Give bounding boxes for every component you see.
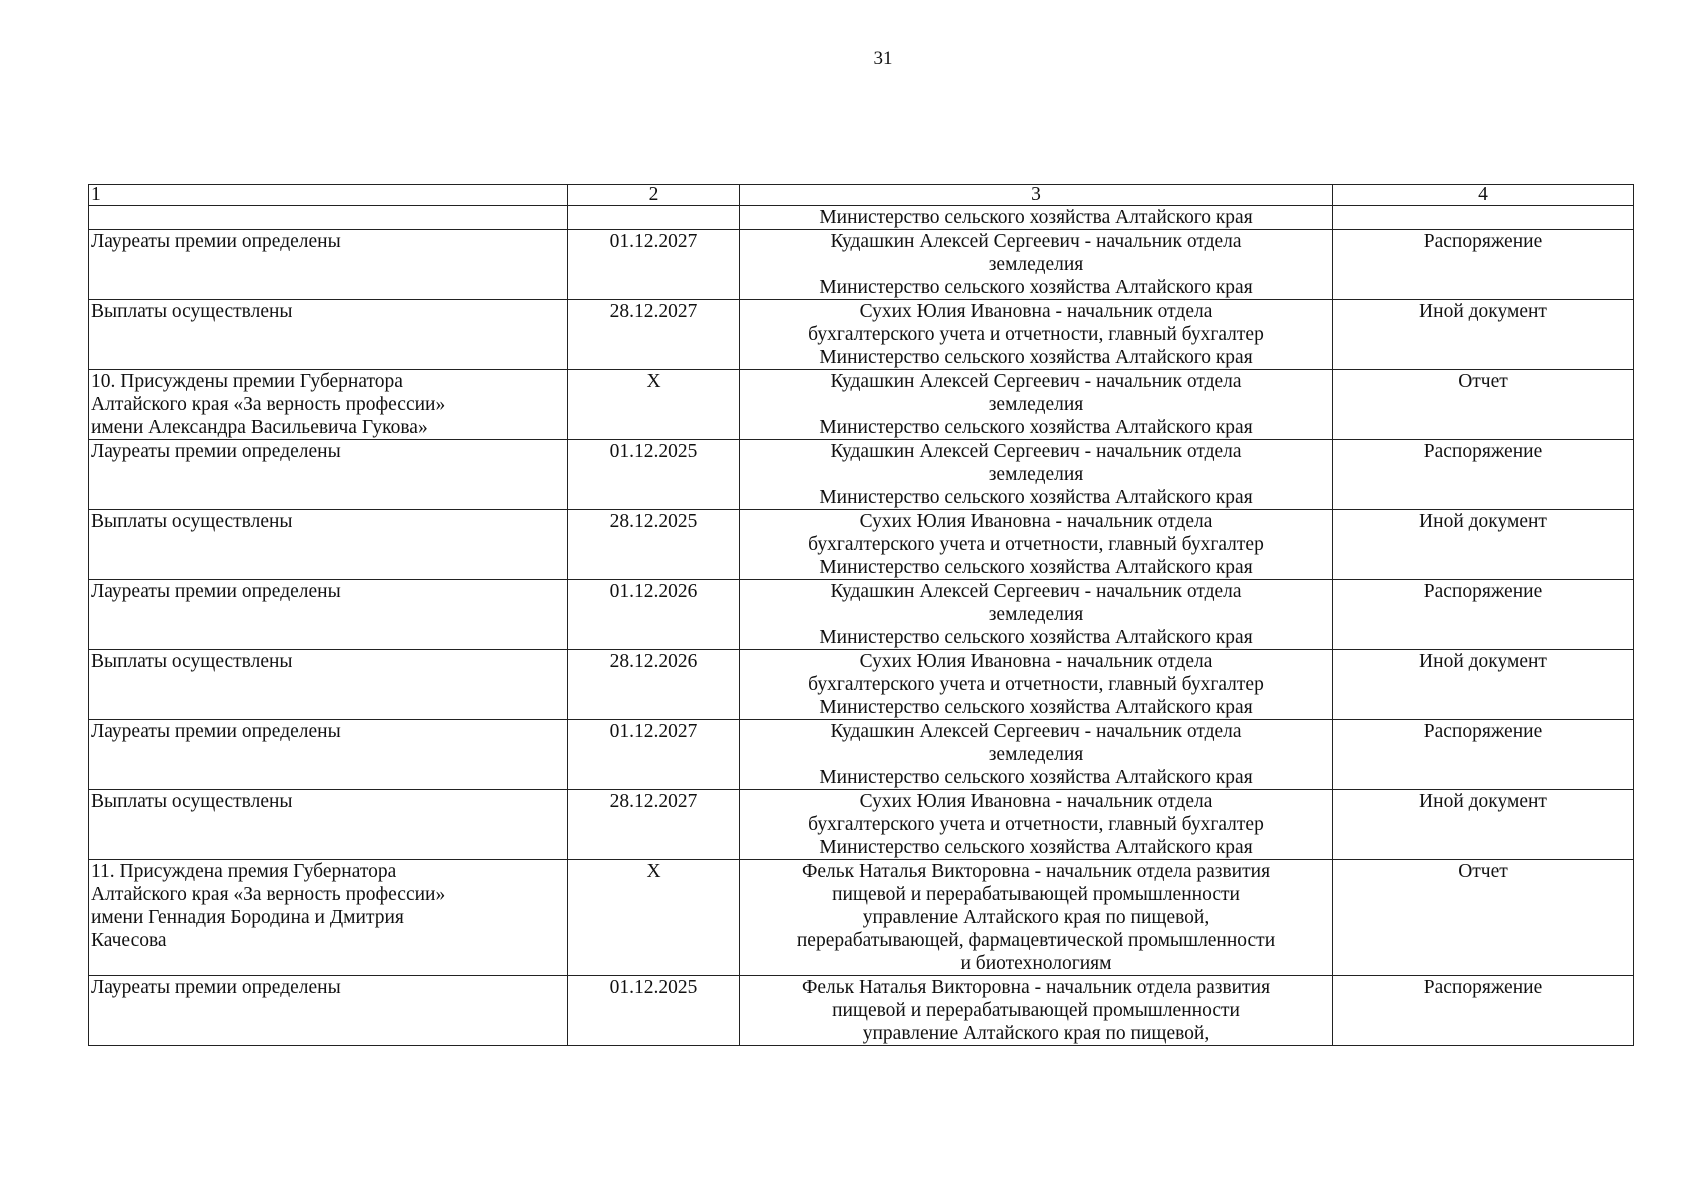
cell-line: пищевой и перерабатывающей промышленности: [832, 884, 1240, 905]
date-cell: [568, 580, 740, 650]
cell-line: Иной документ: [1419, 301, 1547, 322]
column-header-2: 2: [568, 185, 740, 206]
document-cell: [1333, 650, 1634, 720]
cell-line: Министерство сельского хозяйства Алтайского края: [819, 347, 1253, 368]
cell-line: Сухих Юлия Ивановна - начальник отдела: [859, 651, 1213, 672]
responsible-cell: [740, 790, 1333, 860]
responsible-cell: [740, 370, 1333, 440]
cell-line: Выплаты осуществлены: [91, 511, 293, 532]
cell-line: Качесова: [91, 930, 167, 951]
date-cell: [568, 370, 740, 440]
table-row: [89, 206, 1634, 230]
event-cell: [89, 720, 568, 790]
cell-line: Министерство сельского хозяйства Алтайского края: [819, 557, 1253, 578]
date-cell: [568, 720, 740, 790]
cell-line: Кудашкин Алексей Сергеевич - начальник отдела: [830, 441, 1242, 462]
responsible-cell: [740, 860, 1333, 976]
event-cell: [89, 976, 568, 1046]
table-row: [89, 370, 1634, 440]
cell-line: [91, 206, 565, 229]
table-row: [89, 790, 1634, 860]
date-cell: [568, 510, 740, 580]
event-cell: [89, 790, 568, 860]
cell-line: 01.12.2025: [609, 977, 698, 998]
cell-line: Министерство сельского хозяйства Алтайского края: [819, 767, 1253, 788]
table-row: [89, 510, 1634, 580]
cell-line: Алтайского края «За верность профессии»: [91, 884, 446, 905]
cell-line: Отчет: [1458, 371, 1508, 392]
cell-line: Министерство сельского хозяйства Алтайского края: [819, 627, 1253, 648]
cell-line: 01.12.2026: [609, 581, 698, 602]
table-body: [89, 206, 1634, 1046]
cell-line: Распоряжение: [1423, 977, 1543, 998]
cell-line: Сухих Юлия Ивановна - начальник отдела: [859, 791, 1213, 812]
cell-line: Фельк Наталья Викторовна - начальник отдела развития: [801, 977, 1271, 998]
event-cell: [89, 230, 568, 300]
document-cell: [1333, 860, 1634, 976]
cell-line: управление Алтайского края по пищевой,: [862, 907, 1210, 928]
cell-line: Распоряжение: [1423, 721, 1543, 742]
date-cell: [568, 790, 740, 860]
document-cell: [1333, 370, 1634, 440]
cell-line: Лауреаты премии определены: [91, 721, 341, 742]
cell-line: 01.12.2027: [609, 721, 698, 742]
cell-line: Выплаты осуществлены: [91, 791, 293, 812]
cell-line: [1335, 206, 1631, 229]
cell-line: бухгалтерского учета и отчетности, главный бухгалтер: [808, 814, 1264, 835]
page-number: 31: [873, 48, 893, 69]
table-row: [89, 580, 1634, 650]
cell-line: управление Алтайского края по пищевой,: [862, 1023, 1210, 1044]
cell-line: 28.12.2027: [609, 791, 698, 812]
table-row: [89, 300, 1634, 370]
cell-line: Распоряжение: [1423, 231, 1543, 252]
cell-line: Лауреаты премии определены: [91, 977, 341, 998]
cell-line: Министерство сельского хозяйства Алтайского края: [819, 417, 1253, 438]
document-cell: [1333, 230, 1634, 300]
responsible-cell: [740, 650, 1333, 720]
cell-line: бухгалтерского учета и отчетности, главный бухгалтер: [808, 674, 1264, 695]
cell-line: бухгалтерского учета и отчетности, главный бухгалтер: [808, 324, 1264, 345]
column-header-4: 4: [1333, 185, 1634, 206]
event-cell: [89, 440, 568, 510]
document-cell: [1333, 206, 1634, 230]
cell-line: Министерство сельского хозяйства Алтайского края: [819, 837, 1253, 858]
cell-line: Выплаты осуществлены: [91, 301, 293, 322]
cell-line: бухгалтерского учета и отчетности, главный бухгалтер: [808, 534, 1264, 555]
column-header-1: 1: [89, 185, 568, 206]
responsible-cell: [740, 510, 1333, 580]
cell-line: Распоряжение: [1423, 581, 1543, 602]
cell-line: Лауреаты премии определены: [91, 231, 341, 252]
cell-line: Сухих Юлия Ивановна - начальник отдела: [859, 511, 1213, 532]
table-row: [89, 976, 1634, 1046]
cell-line: Кудашкин Алексей Сергеевич - начальник отдела: [830, 231, 1242, 252]
cell-line: Выплаты осуществлены: [91, 651, 293, 672]
responsible-cell: [740, 976, 1333, 1046]
cell-line: X: [646, 861, 661, 882]
cell-line: 11. Присуждена премия Губернатора: [91, 861, 397, 882]
responsible-cell: [740, 300, 1333, 370]
document-cell: [1333, 440, 1634, 510]
cell-line: Министерство сельского хозяйства Алтайского края: [819, 697, 1253, 718]
date-cell: [568, 860, 740, 976]
document-cell: [1333, 510, 1634, 580]
date-cell: [568, 440, 740, 510]
cell-line: земледелия: [988, 604, 1084, 625]
event-cell: [89, 370, 568, 440]
event-cell: [89, 510, 568, 580]
document-table: [88, 184, 1634, 1046]
cell-line: пищевой и перерабатывающей промышленности: [832, 1000, 1240, 1021]
table-row: [89, 650, 1634, 720]
event-cell: [89, 650, 568, 720]
header-row: [89, 185, 1634, 206]
cell-line: земледелия: [988, 394, 1084, 415]
cell-line: и биотехнологиям: [960, 953, 1112, 974]
cell-line: [570, 206, 737, 229]
date-cell: [568, 230, 740, 300]
document-cell: [1333, 720, 1634, 790]
cell-line: Отчет: [1458, 861, 1508, 882]
document-cell: [1333, 300, 1634, 370]
cell-line: X: [646, 371, 661, 392]
cell-line: Иной документ: [1419, 511, 1547, 532]
responsible-cell: [740, 580, 1333, 650]
cell-line: Министерство сельского хозяйства Алтайского края: [819, 487, 1253, 508]
cell-line: Алтайского края «За верность профессии»: [91, 394, 446, 415]
cell-line: Иной документ: [1419, 791, 1547, 812]
cell-line: имени Александра Васильевича Гукова»: [91, 417, 428, 438]
event-cell: [89, 860, 568, 976]
cell-line: Фельк Наталья Викторовна - начальник отдела развития: [801, 861, 1271, 882]
cell-line: земледелия: [988, 464, 1084, 485]
cell-line: Министерство сельского хозяйства Алтайского края: [819, 207, 1253, 228]
cell-line: 10. Присуждены премии Губернатора: [91, 371, 403, 392]
cell-line: Лауреаты премии определены: [91, 441, 341, 462]
cell-line: земледелия: [988, 744, 1084, 765]
responsible-cell: [740, 230, 1333, 300]
table-row: [89, 720, 1634, 790]
cell-line: Кудашкин Алексей Сергеевич - начальник отдела: [830, 581, 1242, 602]
cell-line: Министерство сельского хозяйства Алтайского края: [819, 277, 1253, 298]
date-cell: [568, 206, 740, 230]
cell-line: Сухих Юлия Ивановна - начальник отдела: [859, 301, 1213, 322]
cell-line: Иной документ: [1419, 651, 1547, 672]
cell-line: перерабатывающей, фармацевтической промышленности: [796, 930, 1276, 951]
cell-line: Лауреаты премии определены: [91, 581, 341, 602]
event-cell: [89, 300, 568, 370]
event-cell: [89, 206, 568, 230]
responsible-cell: [740, 206, 1333, 230]
responsible-cell: [740, 440, 1333, 510]
date-cell: [568, 300, 740, 370]
event-cell: [89, 580, 568, 650]
cell-line: Распоряжение: [1423, 441, 1543, 462]
cell-line: земледелия: [988, 254, 1084, 275]
document-cell: [1333, 790, 1634, 860]
responsible-cell: [740, 720, 1333, 790]
cell-line: Кудашкин Алексей Сергеевич - начальник отдела: [830, 721, 1242, 742]
cell-line: имени Геннадия Бородина и Дмитрия: [91, 907, 404, 928]
table-row: [89, 440, 1634, 510]
cell-line: 28.12.2026: [609, 651, 698, 672]
column-header-3: 3: [740, 185, 1333, 206]
date-cell: [568, 976, 740, 1046]
document-cell: [1333, 976, 1634, 1046]
date-cell: [568, 650, 740, 720]
cell-line: 01.12.2027: [609, 231, 698, 252]
table-row: [89, 230, 1634, 300]
cell-line: 28.12.2025: [609, 511, 698, 532]
cell-line: Кудашкин Алексей Сергеевич - начальник отдела: [830, 371, 1242, 392]
document-cell: [1333, 580, 1634, 650]
table-row: [89, 860, 1634, 976]
cell-line: 01.12.2025: [609, 441, 698, 462]
cell-line: 28.12.2027: [609, 301, 698, 322]
